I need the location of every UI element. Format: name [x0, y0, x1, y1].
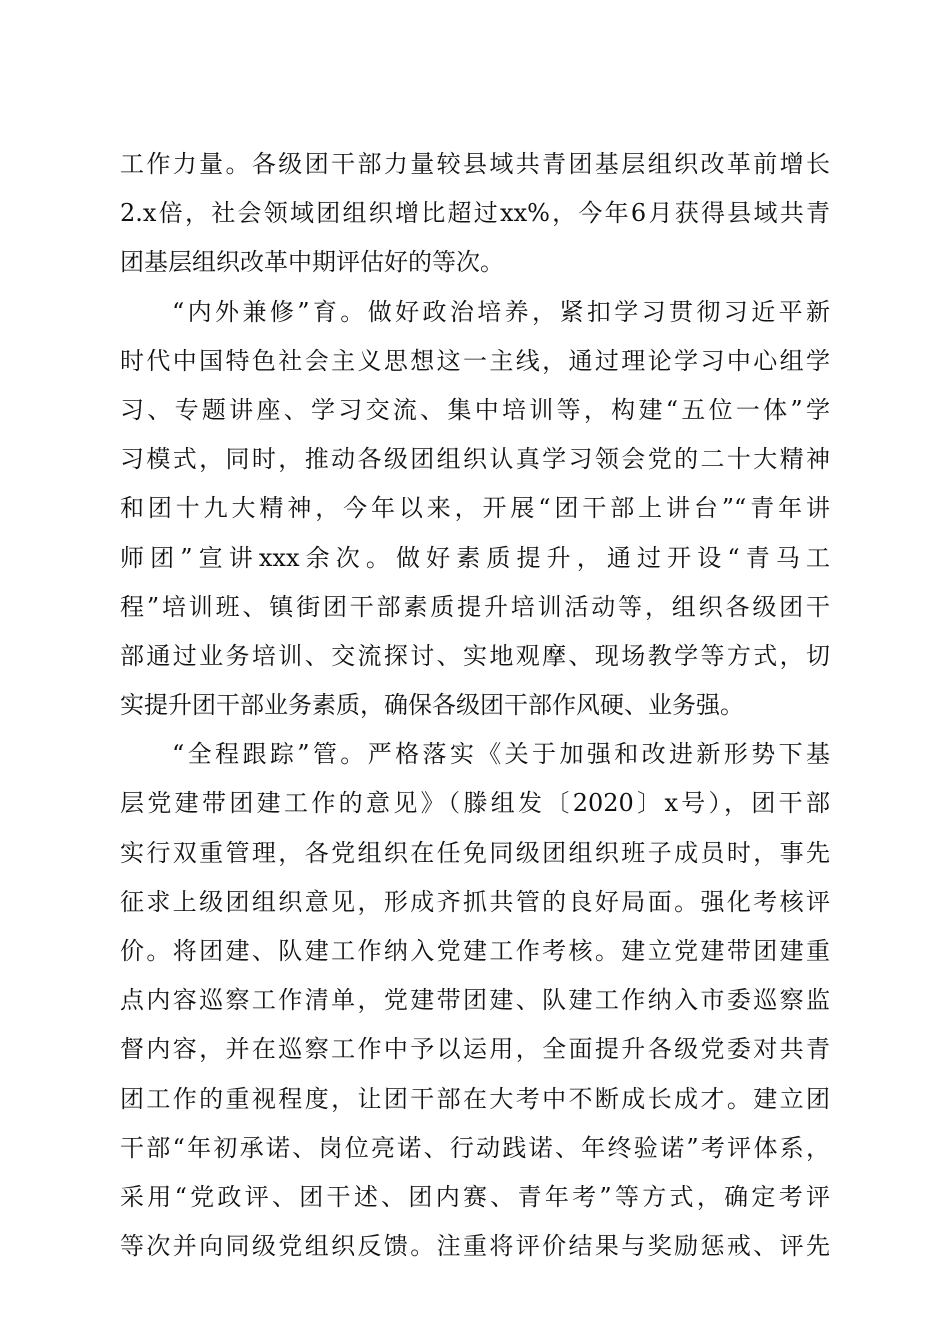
text-line: 点内容巡察工作清单，党建带团建、队建工作纳入市委巡察监	[120, 986, 830, 1015]
text-line: 团基层组织改革中期评估好的等次。	[120, 248, 504, 277]
paragraph-first-line: “内外兼修”育。做好政治培养，紧扣学习贯彻习近平新	[172, 297, 830, 326]
text-line: 实行双重管理，各党组织在任免同级团组织班子成员时，事先	[120, 838, 830, 867]
text-line: 部通过业务培训、交流探讨、实地观摩、现场教学等方式，切	[120, 641, 830, 670]
document-body	[120, 140, 830, 1271]
text-line: 习、专题讲座、学习交流、集中培训等，构建“五位一体”学	[120, 395, 830, 424]
text-line: 团工作的重视程度，让团干部在大考中不断成长成才。建立团	[120, 1084, 830, 1113]
text-line: 程”培训班、镇街团干部素质提升培训活动等，组织各级团干	[120, 592, 830, 621]
text-line: 征求上级团组织意见，形成齐抓共管的良好局面。强化考核评	[120, 887, 830, 916]
text-line: 价。将团建、队建工作纳入党建工作考核。建立党建带团建重	[120, 937, 830, 965]
text-line: 师团”宣讲xxx余次。做好素质提升，通过开设“青马工	[120, 543, 830, 572]
text-line: 等次并向同级党组织反馈。注重将评价结果与奖励惩戒、评先	[120, 1232, 830, 1261]
text-line: 和团十九大精神，今年以来，开展“团干部上讲台”“青年讲	[120, 494, 830, 523]
text-line: 习模式，同时，推动各级团组织认真学习领会党的二十大精神	[120, 445, 830, 474]
text-line: 工作力量。各级团干部力量较县域共青团基层组织改革前增长	[120, 150, 830, 178]
text-line: 2.x倍，社会领域团组织增比超过xx%，今年6月获得县域共青	[120, 199, 830, 228]
text-line: 采用“党政评、团干述、团内赛、青年考”等方式，确定考评	[120, 1182, 830, 1211]
text-line: 层党建带团建工作的意见》（滕组发〔2020〕x号），团干部	[120, 789, 830, 818]
text-line: 时代中国特色社会主义思想这一主线，通过理论学习中心组学	[120, 346, 830, 375]
text-line: 实提升团干部业务素质，确保各级团干部作风硬、业务强。	[120, 691, 744, 720]
text-line: 督内容，并在巡察工作中予以运用，全面提升各级党委对共青	[120, 1035, 830, 1064]
text-line: 干部“年初承诺、岗位亮诺、行动践诺、年终验诺”考评体系，	[120, 1133, 830, 1162]
paragraph-first-line: “全程跟踪”管。严格落实《关于加强和改进新形势下基	[172, 740, 830, 769]
